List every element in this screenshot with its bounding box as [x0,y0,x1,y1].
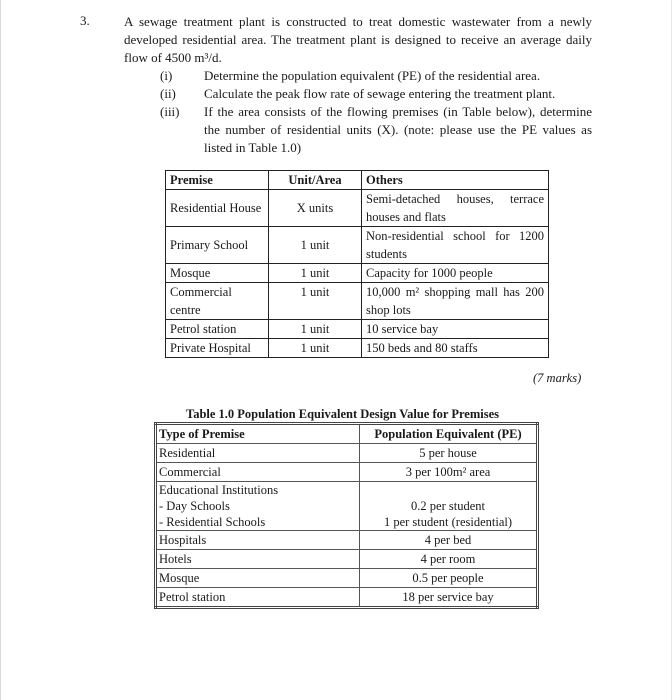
table-row [156,569,538,588]
part-text: Calculate the peak flow rate of sewage entering the treatment plant. [204,86,556,101]
cell-pe: 1 per student (residential) [383,515,513,529]
cell-premise: Primary School [166,227,269,264]
table-row [166,190,549,227]
premises-table [165,170,549,358]
table-header-row [166,171,549,190]
header-others: Others [362,171,549,190]
cell-pe-group [360,482,538,531]
cell-premise: Mosque [166,264,269,283]
cell-type: Hotels [156,550,360,569]
question-part-ii [160,85,592,103]
table-row [166,283,549,320]
cell-premise: Private Hospital [166,339,269,358]
table-row [166,227,549,264]
header-type-of-premise: Type of Premise [156,424,360,444]
cell-others: 150 beds and 80 staffs [362,339,549,358]
cell-others: Non-residential school for 1200 students [362,227,549,264]
cell-pe: 4 per bed [360,531,538,550]
cell-type: Educational Institutions [159,483,279,497]
cell-type: Commercial [156,463,360,482]
cell-unit: 1 unit [269,264,362,283]
table-row [166,320,549,339]
cell-premise: Commercial centre [166,283,269,320]
cell-premise: Petrol station [166,320,269,339]
cell-pe: 3 per 100m² area [360,463,538,482]
cell-pe: 18 per service bay [360,588,538,608]
part-text: Determine the population equivalent (PE) of the residential area. [204,68,541,83]
table-row [166,264,549,283]
header-population-equivalent: Population Equivalent (PE) [360,424,538,444]
header-premise: Premise [166,171,269,190]
table-row [156,588,538,608]
cell-pe: 4 per room [360,550,538,569]
table-row [156,550,538,569]
part-numeral: (iii) [160,104,180,119]
cell-unit: 1 unit [269,339,362,358]
cell-unit: 1 unit [269,227,362,264]
cell-unit: 1 unit [269,283,362,320]
pe-table [154,422,539,609]
cell-premise: Residential House [166,190,269,227]
marks-label: (7 marks) [533,371,582,385]
part-numeral: (ii) [160,86,176,101]
table-row [156,444,538,463]
question-part-iii [160,103,592,157]
table-row [156,482,538,531]
table-title: Table 1.0 Population Equivalent Design Value for Premises [186,407,500,421]
header-unit-area: Unit/Area [269,171,362,190]
table-row [156,531,538,550]
cell-type: - Day Schools [159,499,230,513]
question-part-i [160,67,592,85]
cell-type: - Residential Schools [159,515,266,529]
table-row [166,339,549,358]
part-text: If the area consists of the flowing premises (in Table below), determine the number of residential units (X). (note: please use the PE values as listed in Table 1.0) [204,104,592,155]
table-row [156,463,538,482]
cell-type: Petrol station [156,588,360,608]
cell-others: 10,000 m² shopping mall has 200 shop lots [362,283,549,320]
part-numeral: (i) [160,68,173,83]
cell-pe: 5 per house [360,444,538,463]
cell-others: Semi-detached houses, terrace houses and flats [362,190,549,227]
question-parts [160,67,592,157]
cell-pe: 0.2 per student [411,499,485,513]
cell-unit: 1 unit [269,320,362,339]
question-number: 3. [80,13,90,28]
question-stem: A sewage treatment plant is constructed to treat domestic wastewater from a newly developed residential area. The treatment plant is designed to receive an average daily flow of 4500 m³/d. [124,14,592,65]
cell-pe: 0.5 per people [360,569,538,588]
table-header-row [156,424,538,444]
cell-type: Residential [156,444,360,463]
cell-unit: X units [269,190,362,227]
cell-type-group [156,482,360,531]
cell-others: 10 service bay [362,320,549,339]
cell-others: Capacity for 1000 people [362,264,549,283]
cell-type: Mosque [156,569,360,588]
cell-type: Hospitals [156,531,360,550]
